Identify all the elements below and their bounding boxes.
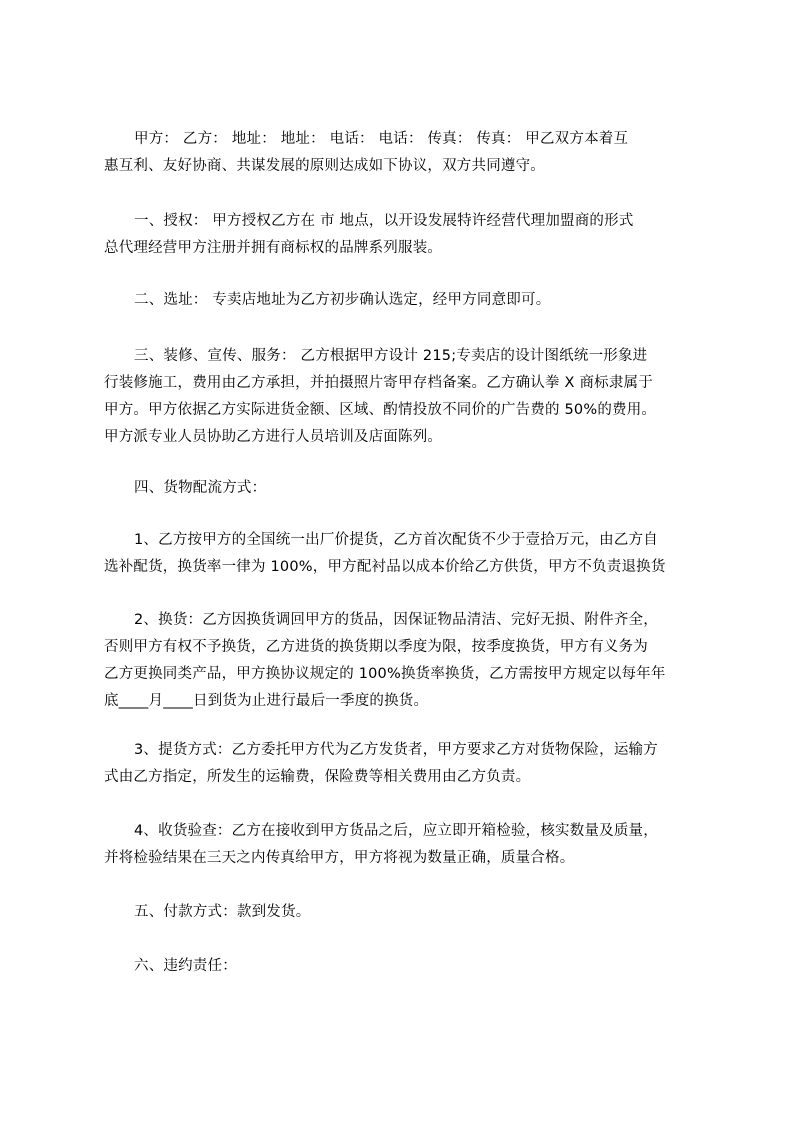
- paragraph-line: 否则甲方有权不予换货，乙方进货的换货期以季度为限，按季度换货，甲方有义务为: [104, 639, 648, 655]
- paragraph-line: 三、装修、宣传、服务： 乙方根据甲方设计 215;专卖店的设计图纸统一形象进: [134, 348, 648, 364]
- paragraph-intro: [104, 126, 716, 180]
- paragraph-line: 二、选址： 专卖店地址为乙方初步确认选定，经甲方同意即可。: [134, 292, 551, 308]
- paragraph-line: 惠互利、友好协商、共谋发展的原则达成如下协议，双方共同遵守。: [104, 158, 545, 174]
- paragraph-section-2: [104, 287, 716, 314]
- paragraph-line: 行装修施工，费用由乙方承担，并拍摄照片寄甲存档备案。乙方确认拳 X 商标隶属于: [104, 375, 653, 391]
- paragraph-section-4-2: [104, 607, 716, 715]
- paragraph-line: 甲方。甲方依据乙方实际进货金额、区域、酌情投放不同价的广告费的 50%的费用。: [104, 402, 657, 418]
- paragraph-section-4-3: [104, 737, 716, 791]
- paragraph-section-4: [104, 475, 716, 502]
- paragraph-line: 甲方： 乙方： 地址： 地址： 电话： 电话： 传真： 传真： 甲乙双方本着互: [134, 131, 629, 147]
- paragraph-line: 乙方更换同类产品，甲方换协议规定的 100%换货率换货，乙方需按甲方规定以每年年: [104, 666, 666, 682]
- paragraph-line: 2、换货：乙方因换货调回甲方的货品，因保证物品清洁、完好无损、附件齐全，: [134, 612, 658, 628]
- paragraph-line: 式由乙方指定，所发生的运输费，保险费等相关费用由乙方负责。: [104, 769, 531, 785]
- paragraph-line: 并将检验结果在三天之内传真给甲方，甲方将视为数量正确，质量合格。: [104, 850, 575, 866]
- paragraph-section-4-1: [104, 527, 716, 581]
- paragraph-section-5: [104, 899, 716, 926]
- paragraph-section-1: [104, 208, 716, 262]
- paragraph-line: 4、收货验查：乙方在接收到甲方货品之后，应立即开箱检验，核实数量及质量，: [134, 823, 658, 839]
- paragraph-line: 甲方派专业人员协助乙方进行人员培训及店面陈列。: [104, 429, 443, 445]
- paragraph-section-4-4: [104, 818, 716, 872]
- paragraph-section-6: [104, 953, 716, 980]
- paragraph-line: 选补配货，换货率一律为 100%，甲方配衬品以成本价给乙方供货，甲方不负责退换货: [104, 559, 666, 575]
- paragraph-line: 一、授权： 甲方授权乙方在 市 地点，以开设发展特许经营代理加盟商的形式: [134, 213, 634, 229]
- paragraph-line: 六、违约责任：: [134, 958, 237, 974]
- paragraph-line: 总代理经营甲方注册并拥有商标权的品牌系列服装。: [104, 240, 443, 256]
- paragraph-line: 底____月____日到货为止进行最后一季度的换货。: [104, 693, 429, 709]
- paragraph-line: 3、提货方式：乙方委托甲方代为乙方发货者，甲方要求乙方对货物保险，运输方: [134, 742, 658, 758]
- paragraph-line: 五、付款方式：款到发货。: [134, 904, 311, 920]
- paragraph-line: 1、乙方按甲方的全国统一出厂价提货，乙方首次配货不少于壹拾万元，由乙方自: [134, 532, 658, 548]
- paragraph-line: 四、货物配流方式：: [134, 480, 267, 496]
- paragraph-section-3: [104, 343, 716, 451]
